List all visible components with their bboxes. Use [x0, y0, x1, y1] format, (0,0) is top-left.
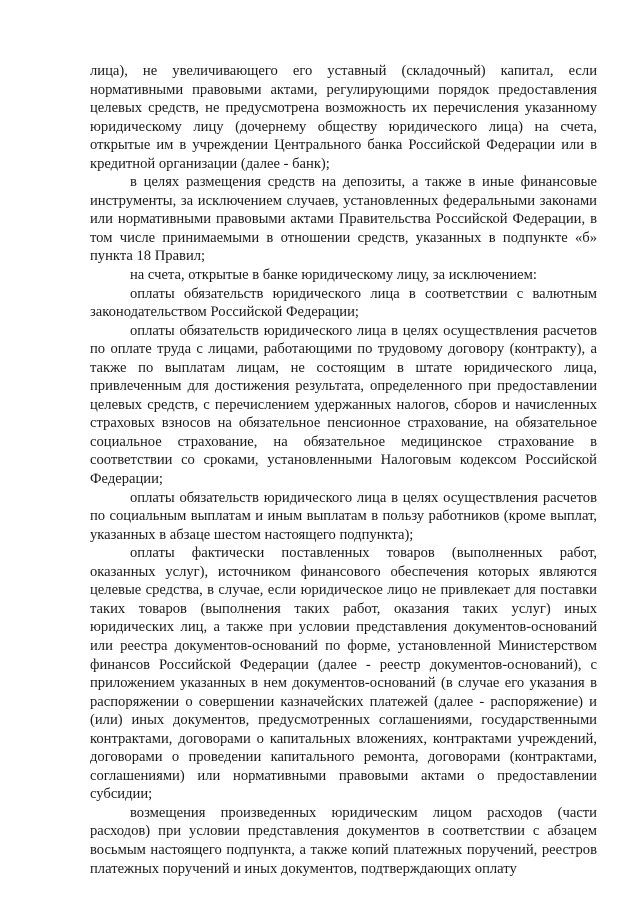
paragraph-deposits: в целях размещения средств на депозиты, а также в иные финансовые инструменты, за исключением случаев, установленных федеральными законами или нормативными правовыми актами Правительства Российской Федерации, в том числе принимаемыми в отношении средств, указанных в подпункте «б» пункта 18 Правил; [90, 174, 597, 265]
paragraph-social-payments: оплаты обязательств юридического лица в целях осуществления расчетов по социальным выплатам и иным выплатам в пользу работников (кроме выплат, указанных в абзаце шестом настоящего подпункта); [90, 489, 597, 543]
paragraph-continuation: лица), не увеличивающего его уставный (складочный) капитал, если нормативными правовыми актами, регулирующими порядок предоставления целевых средств, не предусмотрена возможность их перечисления указанному юридическому лицу (дочернему обществу юридического лица) на счета, открытые им в учреждении Центрального банка Российской Федерации или в кредитной организации (далее - банк); [90, 63, 597, 172]
paragraph-supplied-goods: оплаты фактически поставленных товаров (выполненных работ, оказанных услуг), источником финансового обеспечения которых являются целевые средства, в случае, если юридическое лицо не привлекает для поставки таких товаров (выполнения таких работ, оказания таких услуг) иных юридических лиц, а также при условии представления документов-оснований или реестра документов-оснований по форме, установленной Министерством финансов Российской Федерации (далее - реестр документов-оснований), с приложением указанных в нем документов-оснований (в случае его указания в распоряжении о совершении казначейских платежей (далее - распоряжение) и (или) иных документов, предусмотренных соглашениями, государственными контрактами, договорами о капитальных вложениях, контрактами учреждений, договорами о проведении капитального ремонта, договорами (контрактами, соглашениями) или нормативными правовыми актами о предоставлении субсидии; [90, 545, 597, 803]
paragraph-bank-accounts: на счета, открытые в банке юридическому лицу, за исключением: [130, 267, 537, 284]
paragraph-payroll: оплаты обязательств юридического лица в целях осуществления расчетов по оплате труда с лицами, работающими по трудовому договору (контракту), а также по выплатам лицам, не состоящим в штате юридического лица, привлеченным для достижения результата, определенного при предоставлении целевых средств, с перечислением удержанных налогов, сборов и начисленных страховых взносов на обязательное пенсионное страхование, на обязательное социальное страхование, на обязательное медицинское страхование в соответствии со сроками, установленными Налоговым кодексом Российской Федерации; [90, 322, 597, 488]
paragraph-reimbursement: возмещения произведенных юридическим лицом расходов (части расходов) при условии представления документов в соответствии с абзацем восьмым настоящего подпункта, а также копий платежных поручений, реестров платежных поручений и иных документов, подтверждающих оплату [90, 804, 597, 877]
document-text [90, 62, 597, 878]
paragraph-currency-obligations: оплаты обязательств юридического лица в соответствии с валютным законодательством Российской Федерации; [90, 285, 597, 321]
